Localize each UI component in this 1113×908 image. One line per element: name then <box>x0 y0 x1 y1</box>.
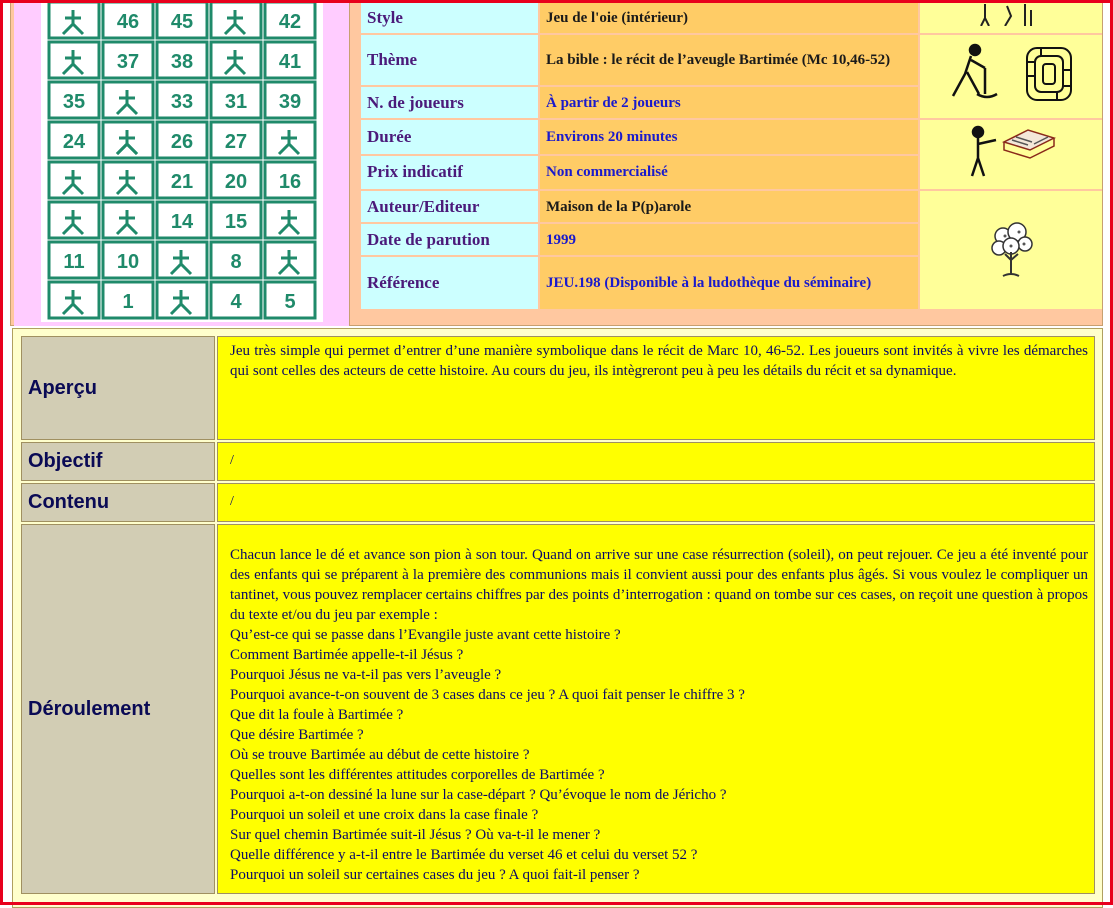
info-value-style: Jeu de l'oie (intérieur) <box>540 2 918 33</box>
contenu-label: Contenu <box>21 483 215 522</box>
deroulement-label: Déroulement <box>21 524 215 894</box>
board-number: 45 <box>170 11 194 33</box>
info-label-duration: Durée <box>361 120 538 154</box>
board-number: 35 <box>62 91 86 113</box>
info-value-theme: La bible : le récit de l’aveugle Bartimée (Mc 10,46-52) <box>540 35 918 85</box>
board-number: 39 <box>278 91 302 113</box>
objectif-label: Objectif <box>21 442 215 481</box>
question-item: Que désire Bartimée ? <box>230 727 364 743</box>
question-item: Pourquoi un soleil et une croix dans la case finale ? <box>230 807 539 823</box>
board-number: 42 <box>278 11 302 33</box>
apercu-label: Aperçu <box>21 336 215 440</box>
question-item: Où se trouve Bartimée au début de cette histoire ? <box>230 747 530 763</box>
question-item: Pourquoi un soleil sur certaines cases du jeu ? A quoi fait-il penser ? <box>230 867 640 883</box>
game-info-table <box>359 0 1104 311</box>
board-number: 21 <box>170 171 194 193</box>
question-item: Pourquoi a-t-on dessiné la lune sur la case-départ ? Qu’évoque le nom de Jéricho ? <box>230 787 727 803</box>
board-number: 14 <box>170 211 194 233</box>
info-label-reference: Référence <box>361 257 538 309</box>
board-number: 37 <box>116 51 140 73</box>
figures-illustration <box>920 2 1102 33</box>
deroulement-text <box>217 524 1095 894</box>
question-item: Comment Bartimée appelle-t-il Jésus ? <box>230 647 464 663</box>
info-value-author: Maison de la P(p)arole <box>540 191 918 222</box>
board-number: 38 <box>170 51 194 73</box>
board-number: 15 <box>224 211 248 233</box>
question-item: Qu’est-ce qui se passe dans l’Evangile juste avant cette histoire ? <box>230 627 621 643</box>
board-number: 5 <box>284 291 296 313</box>
question-item: Quelles sont les différentes attitudes corporelles de Bartimée ? <box>230 767 605 783</box>
board-number: 1 <box>122 291 134 313</box>
question-item: Quelle différence y a-t-il entre le Bartimée du verset 46 et celui du verset 52 ? <box>230 847 698 863</box>
board-number: 31 <box>224 91 248 113</box>
board-number: 11 <box>63 251 85 273</box>
person-and-book-icon <box>956 122 1066 182</box>
blind-man-and-board-icon <box>941 42 1081 106</box>
blind-man-illustration <box>920 35 1102 118</box>
question-item: Que dit la foule à Bartimée ? <box>230 707 404 723</box>
game-board-image <box>41 0 323 322</box>
board-number: 10 <box>116 251 140 273</box>
board-number: 4 <box>230 291 242 313</box>
question-list <box>230 625 1088 885</box>
apercu-text: Jeu très simple qui permet d’entrer d’une manière symbolique dans le récit de Marc 10, 46-52. Les joueurs sont invités à vivre les démarches qui sont celles des acteurs de cette histoire. Au cours du jeu, ils intègreront peu à peu les détails du récit et sa dynamique. <box>217 336 1095 440</box>
board-number: 20 <box>224 171 248 193</box>
info-label-author: Auteur/Editeur <box>361 191 538 222</box>
walking-figures-icon <box>971 4 1051 26</box>
game-description-table <box>19 334 1097 896</box>
deroulement-intro: Chacun lance le dé et avance son pion à son tour. Quand on arrive sur une case résurrection (soleil), on peut rejouer. Ce jeu a été inventé pour des enfants qui se préparent à la première des communions mais il convient aussi pour des enfants plus âgés. Si vous voulez le compliquer un tantinet, vous pouvez remplacer certains chiffres par des points d’interrogation : quand on tombe sur ces cases, on reçoit une question à propos du texte et/ou du jeu par exemple : <box>230 547 1088 623</box>
board-number: 26 <box>170 131 194 153</box>
board-number: 41 <box>278 51 302 73</box>
reader-illustration <box>920 120 1102 189</box>
info-label-theme: Thème <box>361 35 538 85</box>
board-number: 8 <box>230 251 242 273</box>
info-value-date: 1999 <box>540 224 918 255</box>
info-value-price: Non commercialisé <box>540 156 918 190</box>
question-item: Pourquoi avance-t-on souvent de 3 cases dans ce jeu ? A quoi fait penser le chiffre 3 ? <box>230 687 745 703</box>
board-number: 24 <box>62 131 86 153</box>
board-number: 46 <box>116 11 140 33</box>
question-item: Sur quel chemin Bartimée suit-il Jésus ? Où va-t-il le mener ? <box>230 827 601 843</box>
board-number: 27 <box>224 131 248 153</box>
info-value-reference: JEU.198 (Disponible à la ludothèque du séminaire) <box>540 257 918 309</box>
info-label-players: N. de joueurs <box>361 87 538 118</box>
tree-illustration <box>920 191 1102 309</box>
board-number: 33 <box>170 91 194 113</box>
question-item: Pourquoi Jésus ne va-t-il pas vers l’aveugle ? <box>230 667 502 683</box>
info-label-style: Style <box>361 2 538 33</box>
objectif-text: / <box>217 442 1095 481</box>
contenu-text: / <box>217 483 1095 522</box>
info-value-duration: Environs 20 minutes <box>540 120 918 154</box>
info-label-date: Date de parution <box>361 224 538 255</box>
info-value-players: À partir de 2 joueurs <box>540 87 918 118</box>
info-label-price: Prix indicatif <box>361 156 538 190</box>
game-board-cell <box>14 0 350 326</box>
board-number: 16 <box>278 171 302 193</box>
tree-icon <box>981 216 1041 280</box>
